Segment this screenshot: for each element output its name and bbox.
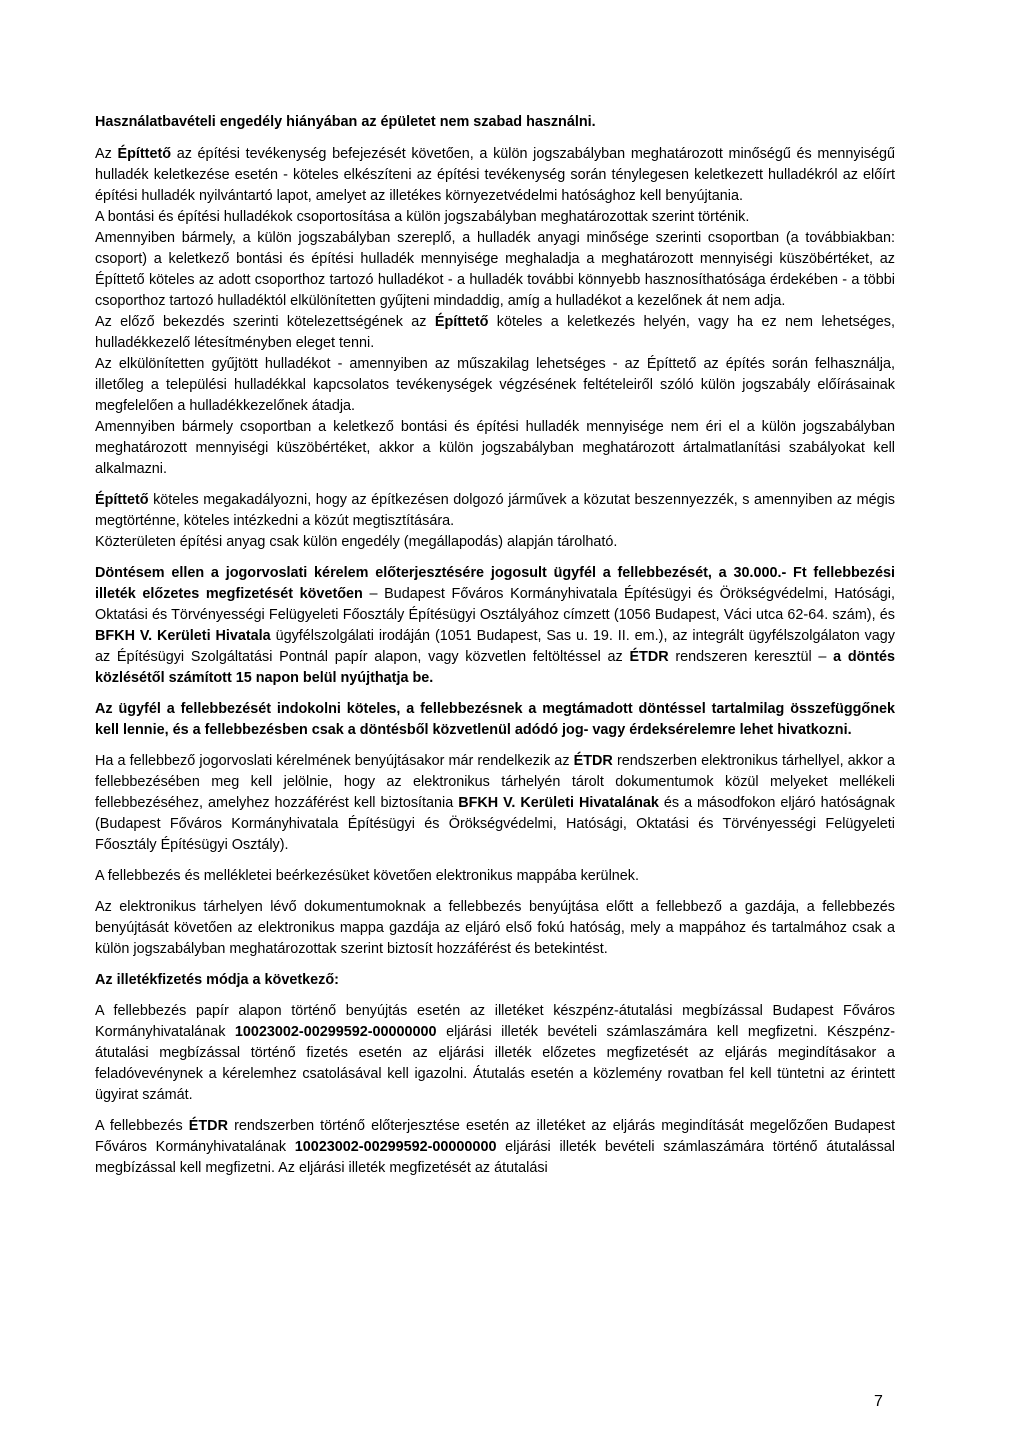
account-number: 10023002-00299592-00000000	[294, 1139, 497, 1155]
paragraph-obligation	[95, 312, 895, 354]
bold-span: a döntés közlésétől számított 15 napon belül nyújthatja be.	[95, 649, 896, 686]
text-span: az építési tevékenység befejezését követően, a külön jogszabályban meghatározott minőségű és mennyiségű hulladék keletkezése esetén - köteles elkészíteni az építési tevékenység során ténylegesen keletkezett hulladékról az előírt építési hulladék nyilvántartó lapot, amelyet az illetékes környezetvédelmi hatósághoz kell benyújtania.	[95, 146, 896, 204]
section-heading: Használatbavételi engedély hiányában az épületet nem szabad használni.	[95, 114, 596, 130]
paragraph-waste-grouping: A bontási és építési hulladékok csoportosítása a külön jogszabályban meghatározottak szerint történik.	[95, 209, 750, 225]
text-span: rendszeren keresztül –	[668, 649, 834, 665]
bold-span: BFKH V. Kerületi Hivatala	[95, 628, 271, 644]
text-span: rendszerben elektronikus tárhellyel, akkor a fellebbezésében meg kell jelölnie, hogy az elektronikus tárhelyén tárolt dokumentumok közül melyeket mellékeli fellebbezéséhez, amelyhez hozzáférést kell biztosítania	[95, 753, 895, 811]
paragraph-waste-records	[95, 144, 895, 207]
text-span: Ha a fellebbező jogorvoslati kérelmének benyújtásakor már rendelkezik az	[95, 753, 574, 769]
bold-span: Építtető	[117, 146, 172, 162]
paragraph-below-threshold: Amennyiben bármely csoportban a keletkező bontási és építési hulladék mennyisége nem éri el a külön jogszabályban meghatározott mennyiségi küszöbértéket, akkor a külön jogszabályban meghatározott ártalmatlanítási szabályokat kell alkalmazni.	[95, 419, 895, 477]
text-span: Az előző bekezdés szerinti kötelezettségének az	[95, 314, 435, 330]
subheading-fee-payment	[95, 970, 895, 991]
text-span: köteles megakadályozni, hogy az építkezésen dolgozó járművek a közutat beszennyezzék, s amennyiben az mégis megtörténne, köteles intézkedni a közút megtisztítására.	[95, 492, 895, 529]
paragraph-appeal	[95, 563, 895, 689]
paragraph-paper-payment	[95, 1001, 895, 1106]
bold-span: BFKH V. Kerületi Hivatalának	[458, 795, 659, 811]
text-span: ügyfélszolgálati irodáján (1051 Budapest, Sas u. 19. II. em.), az integrált ügyfélszolgálaton vagy az Építésügyi Szolgáltatási Pontnál papír alapon, vagy közvetlen feltöltéssel az	[95, 628, 896, 665]
text-span: rendszerben történő előterjesztése esetén az illetéket az eljárás megindítását megelőzően Budapest Főváros Kormányhivatalának	[95, 1118, 895, 1155]
paragraph-appeal-justification	[95, 699, 895, 741]
text-span: A fellebbezés	[95, 1118, 189, 1134]
bold-span: Építtető	[95, 492, 149, 508]
bold-span: Az ügyfél a fellebbezését indokolni köteles, a fellebbezésnek a megtámadott döntéssel tartalmilag összefüggőnek kell lennie, és a fellebbezésben csak a döntésből közvetlenül adódó jog- vagy érdeksérelemre lehet hivatkozni.	[95, 701, 895, 738]
text-span: köteles a keletkezés helyén, vagy ha ez nem lehetséges, hulladékkezelő létesítményben eleget tenni.	[95, 314, 895, 351]
document-page	[95, 112, 895, 1179]
text-span: A fellebbezés papír alapon történő benyújtás esetén az illetéket készpénz-átutalási megbízással Budapest Főváros Kormányhivatalának	[95, 1003, 895, 1040]
text-span: eljárási illeték bevételi számlaszámára kell megfizetni. Készpénz-átutalási megbízással történő fizetés esetén az eljárási illeték előzetes megfizetését az eljárás megindításakor a feladóvevénynek a kérelemhez csatolásával kell igazolni. Átutalás esetén a közlemény rovatban fel kell tüntetni az érintett ügyirat számát.	[95, 1024, 895, 1103]
paragraph-folder-owner: Az elektronikus tárhelyen lévő dokumentumoknak a fellebbezés benyújtása előtt a fellebbező a gazdája, a fellebbezés benyújtását követően az elektronikus mappa gazdája az eljáró első fokú hatóság, mely a mappához és tartalmához csak a külön jogszabályban meghatározottak szerint biztosít hozzáférést és betekintést.	[95, 899, 895, 957]
paragraph-etdr-payment	[95, 1116, 895, 1179]
bold-span: ÉTDR	[573, 753, 613, 769]
bold-span: Döntésem ellen a jogorvoslati kérelem előterjesztésére jogosult ügyfél a fellebbezését, a 30.000.- Ft fellebbezési illeték előzetes megfizetését követően	[95, 565, 895, 602]
paragraph-public-storage: Közterületen építési anyag csak külön engedély (megállapodás) alapján tárolható.	[95, 534, 618, 550]
bold-span: Az illetékfizetés módja a következő:	[95, 972, 339, 988]
paragraph-threshold: Amennyiben bármely, a külön jogszabályban szereplő, a hulladék anyagi minősége szerinti csoportban (a továbbiakban: csoport) a keletkező bontási és építési hulladék mennyisége meghaladja a meghatározott mennyiségi küszöbértéket, az Építtető köteles az adott csoporthoz tartozó hulladékot - a hulladék további könnyebb hasznosíthatósága érdekében - a többi csoporthoz tartozó hulladéktól elkülönítetten gyűjteni mindaddig, amíg a hulladékot a kezelőnek át nem adja.	[95, 230, 895, 309]
paragraph-electronic-folder: A fellebbezés és mellékletei beérkezésüket követően elektronikus mappába kerülnek.	[95, 868, 639, 884]
account-number: 10023002-00299592-00000000	[234, 1024, 437, 1040]
paragraph-electronic-storage	[95, 751, 895, 856]
text-span: és a másodfokon eljáró hatóságnak (Budapest Főváros Kormányhivatala Építésügyi és Örökségvédelmi, Hatósági, Oktatási és Törvényességi Felügyeleti Főosztály Építésügyi Osztály).	[95, 795, 895, 853]
paragraph-road-cleaning	[95, 490, 895, 532]
text-span: eljárási illeték bevételi számlaszámára történő átutalással megbízással kell megfizetni. Az eljárási illeték megfizetését az átutalási	[95, 1139, 895, 1176]
bold-span: ÉTDR	[629, 649, 669, 665]
text-span: Az	[95, 146, 118, 162]
bold-span: Építtető	[434, 314, 489, 330]
bold-span: ÉTDR	[188, 1118, 228, 1134]
page-number: 7	[874, 1393, 883, 1410]
paragraph-separated-waste: Az elkülönítetten gyűjtött hulladékot - amennyiben az műszakilag lehetséges - az Építtető az építés során felhasználja, illetőleg a települési hulladékkal kapcsolatos tevékenységek végzésének feltételeiről szóló külön jogszabály előírásainak megfelelően a hulladékkezelőnek átadja.	[95, 356, 895, 414]
text-span: – Budapest Főváros Kormányhivatala Építésügyi és Örökségvédelmi, Hatósági, Oktatási és Törvényességi Felügyeleti Főosztály Építésügyi Osztályához címzett (1056 Budapest, Váci utca 62-64. szám), és	[95, 586, 895, 623]
